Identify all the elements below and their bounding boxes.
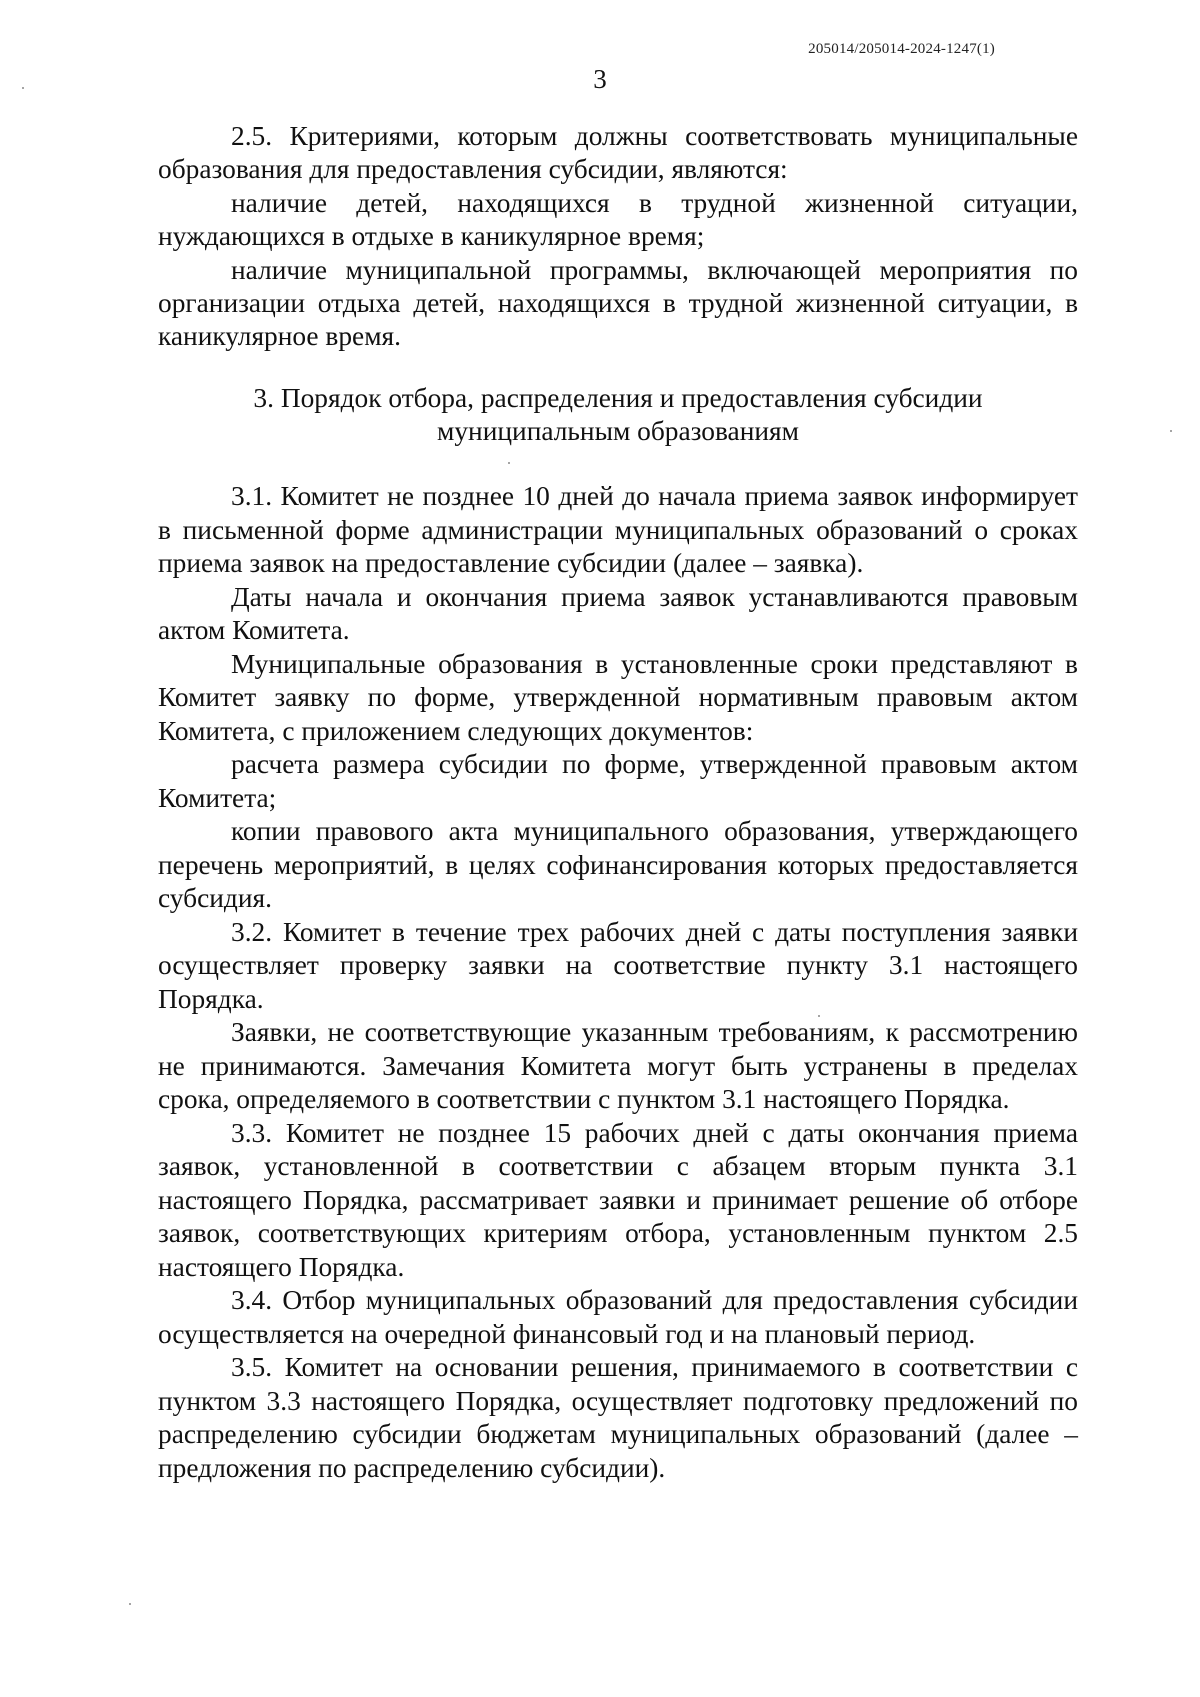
paragraph-criterion-2: наличие муниципальной программы, включающей мероприятия по организации отдыха детей, находящихся в трудной жизненной ситуации, в каникулярное время. bbox=[158, 254, 1078, 352]
paragraph-rejection: Заявки, не соответствующие указанным требованиям, к рассмотрению не принимаются. Замечания Комитета могут быть устранены в пределах срока, определяемого в соответствии с пунктом 3.1 настоящего Порядка. bbox=[158, 1017, 1078, 1114]
paragraph-3-3: 3.3. Комитет не позднее 15 рабочих дней с даты окончания приема заявок, установленной в соответствии с абзацем вторым пункта 3.1 настоящего Порядка, рассматривает заявки и принимает решение об отборе заявок, соответствующих критериям отбора, установленным пунктом 2.5 настоящего Порядка. bbox=[158, 1117, 1078, 1282]
scan-speck bbox=[818, 1015, 820, 1017]
paragraph-3-2: 3.2. Комитет в течение трех рабочих дней с даты поступления заявки осуществляет проверку заявки на соответствие пункту 3.1 настоящего Порядка. bbox=[158, 916, 1078, 1014]
scan-speck bbox=[508, 462, 510, 464]
document-id: 205014/205014-2024-1247(1) bbox=[808, 41, 995, 57]
paragraph-3-1: 3.1. Комитет не позднее 10 дней до начала приема заявок информирует в письменной форме администрации муниципальных образований о сроках приема заявок на предоставление субсидии (далее – заявка). bbox=[158, 481, 1078, 578]
paragraph-copies: копии правового акта муниципального образования, утверждающего перечень мероприятий, в целях софинансирования которых предоставляется субсидия. bbox=[158, 816, 1078, 913]
paragraph-calculation: расчета размера субсидии по форме, утвержденной правовым актом Комитета; bbox=[158, 749, 1078, 813]
paragraph-3-5: 3.5. Комитет на основании решения, принимаемого в соответствии с пунктом 3.3 настоящего Порядка, осуществляет подготовку предложений по распределению субсидии бюджетам муниципальных образований (далее – предложения по распределению субсидии). bbox=[158, 1352, 1078, 1483]
paragraph-dates: Даты начала и окончания приема заявок устанавливаются правовым актом Комитета. bbox=[158, 581, 1078, 645]
paragraph-3-4: 3.4. Отбор муниципальных образований для предоставления субсидии осуществляется на очередной финансовый год и на плановый период. bbox=[158, 1285, 1078, 1349]
paragraph-criterion-1: наличие детей, находящихся в трудной жизненной ситуации, нуждающихся в отдыхе в каникулярное время; bbox=[158, 187, 1078, 252]
paragraph-submission: Муниципальные образования в установленные сроки представляют в Комитет заявку по форме, утвержденной нормативным правовым актом Комитета, с приложением следующих документов: bbox=[158, 648, 1078, 746]
page-number: 3 bbox=[593, 64, 607, 94]
section-3-heading bbox=[158, 382, 1078, 449]
section-3-heading-line-2: муниципальным образованиям bbox=[437, 416, 799, 447]
scan-speck bbox=[22, 87, 24, 89]
scan-speck bbox=[129, 1603, 131, 1605]
section-2-body bbox=[158, 120, 1078, 354]
section-3-body bbox=[158, 480, 1078, 1485]
scan-speck bbox=[1170, 430, 1172, 432]
section-3-heading-line-1: 3. Порядок отбора, распределения и предоставления субсидии bbox=[253, 383, 983, 413]
paragraph-2-5: 2.5. Критериями, которым должны соответствовать муниципальные образования для предоставления субсидии, являются: bbox=[158, 121, 1078, 185]
